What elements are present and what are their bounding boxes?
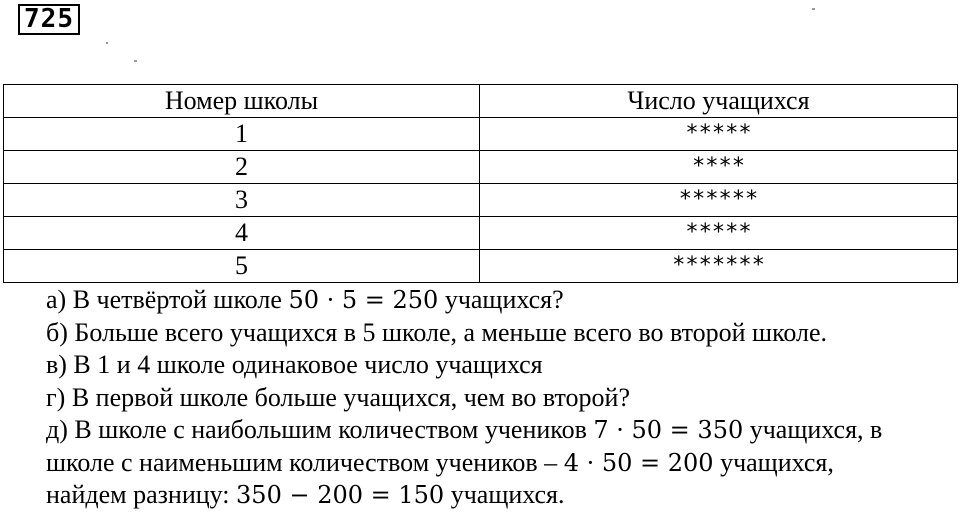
table-row (4, 151, 958, 184)
scan-speck (812, 8, 815, 10)
header-student-count: Число учащихся (480, 85, 958, 118)
answer-g (46, 382, 946, 415)
answer-g-text: г) В первой школе больше учащихся, чем во второй? (46, 382, 630, 412)
student-count-cell: ******* (480, 250, 958, 283)
answer-d3-math: 350 − 200 = 150 (236, 481, 445, 509)
answer-d3-tail: учащихся. (444, 480, 565, 509)
student-count-cell: **** (480, 151, 958, 184)
answer-a-text: а) В четвёртой школе (46, 285, 289, 314)
student-count-cell: ***** (480, 217, 958, 250)
answer-a (46, 284, 946, 317)
student-count-cell: ***** (480, 118, 958, 151)
answer-a-tail: учащихся? (438, 285, 564, 314)
answer-d2-text: школе с наименьшим количеством учеников – (46, 447, 564, 477)
answer-d-line-2 (46, 447, 946, 480)
table-header-row (4, 85, 958, 118)
answer-b (46, 317, 946, 350)
answer-d-line-1 (46, 414, 946, 447)
answers-block (46, 284, 946, 512)
school-number-cell: 5 (4, 250, 480, 283)
answer-b-text: б) Больше всего учащихся в 5 школе, а меньше всего во второй школе. (46, 317, 828, 347)
school-number-cell: 4 (4, 217, 480, 250)
school-number-cell: 1 (4, 118, 480, 151)
answer-d-line-3 (46, 479, 946, 512)
table-row (4, 217, 958, 250)
header-school-number: Номер школы (4, 85, 480, 118)
student-count-cell: ****** (480, 184, 958, 217)
table-row (4, 118, 958, 151)
answer-a-math: 50 · 5 = 250 (288, 286, 439, 314)
answer-c (46, 349, 946, 382)
scan-speck (106, 42, 108, 44)
table-row (4, 250, 958, 283)
answer-d1-tail: учащихся, в (743, 415, 883, 444)
answer-d2-tail: учащихся, (713, 447, 834, 477)
school-number-cell: 3 (4, 184, 480, 217)
answer-d2-math: 4 · 50 = 200 (563, 448, 714, 477)
problem-number: 725 (18, 4, 80, 35)
answer-d1-text: д) В школе с наибольшим количеством учеников (46, 415, 594, 444)
answer-d1-math: 7 · 50 = 350 (593, 416, 744, 444)
school-number-cell: 2 (4, 151, 480, 184)
answer-c-text: в) В 1 и 4 школе одинаковое число учащихся (46, 350, 543, 379)
school-students-table (3, 84, 958, 283)
answer-d3-text: найдем разницу: (46, 480, 237, 509)
scan-speck (134, 60, 137, 62)
table-row (4, 184, 958, 217)
